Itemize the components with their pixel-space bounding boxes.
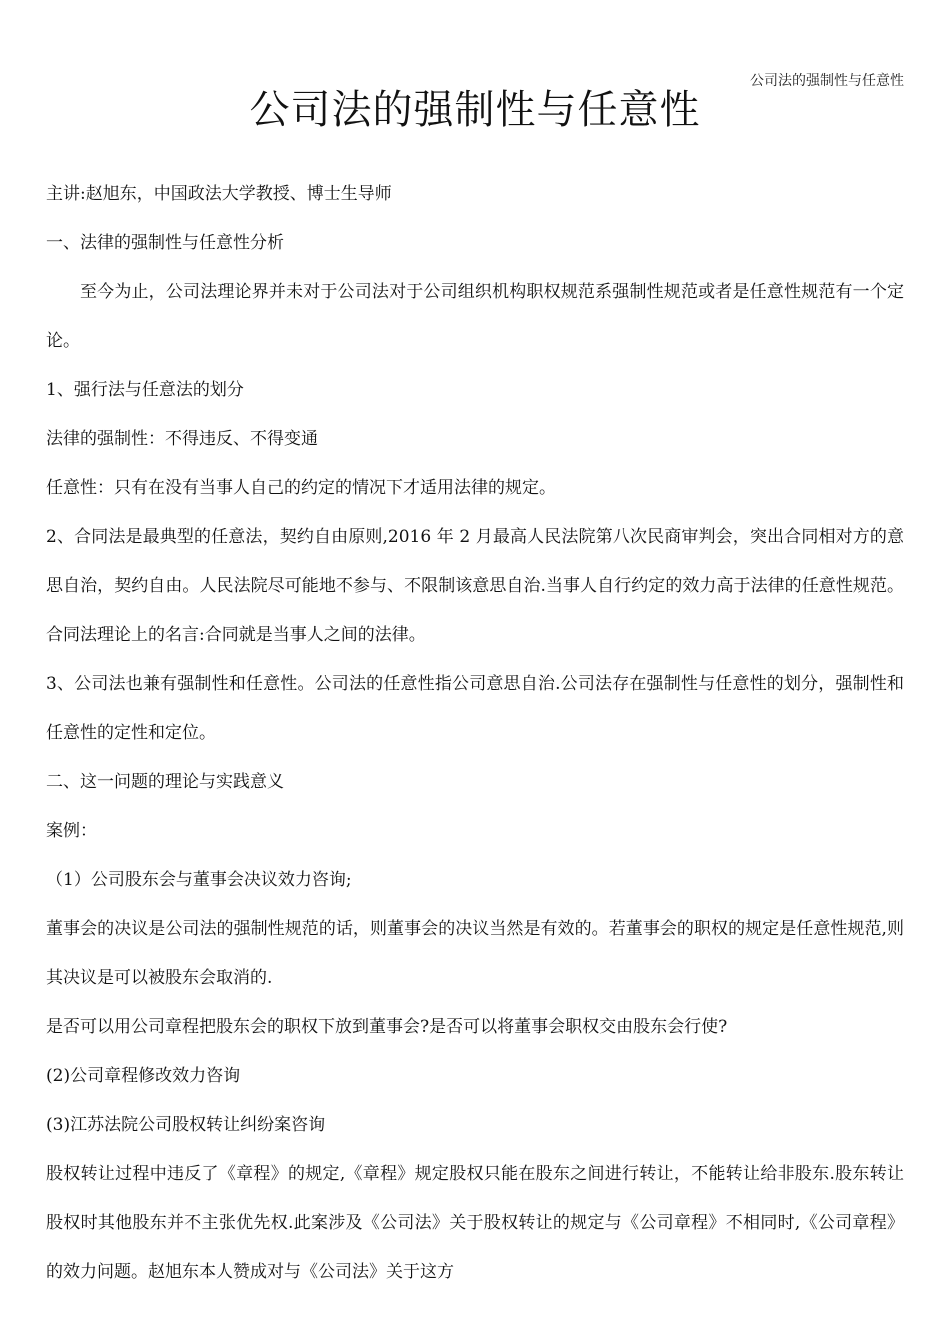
case-1-paragraph: 董事会的决议是公司法的强制性规范的话，则董事会的决议当然是有效的。若董事会的职权的规定是任意性规范,则其决议是可以被股东会取消的. [46, 919, 904, 988]
subheading-1: 1、强行法与任意法的划分 [46, 380, 244, 400]
case-2-title: (2)公司章程修改效力咨询 [46, 1066, 241, 1086]
case-1-question: 是否可以用公司章程把股东会的职权下放到董事会?是否可以将董事会职权交由股东会行使? [46, 1017, 728, 1037]
point-2-paragraph: 2、合同法是最典型的任意法，契约自由原则,2016 年 2 月最高人民法院第八次民商审判会，突出合同相对方的意思自治，契约自由。人民法院尽可能地不参与、不限制该意思自治.当事人自行约定的效力高于法律的任意性规范。合同法理论上的名言:合同就是当事人之间的法律。 [46, 527, 904, 645]
case-label: 案例： [46, 821, 97, 841]
intro-paragraph: 至今为止，公司法理论界并未对于公司法对于公司组织机构职权规范系强制性规范或者是任意性规范有一个定论。 [46, 282, 904, 351]
point-3-paragraph: 3、公司法也兼有强制性和任意性。公司法的任意性指公司意思自治.公司法存在强制性与任意性的划分，强制性和任意性的定性和定位。 [46, 674, 904, 743]
case-1-title: （1）公司股东会与董事会决议效力咨询; [46, 870, 352, 890]
section-heading-2: 二、这一问题的理论与实践意义 [46, 772, 284, 792]
document-title: 公司法的强制性与任意性 [249, 87, 701, 133]
document-body [46, 170, 904, 1297]
definition-mandatory: 法律的强制性：不得违反、不得变通 [46, 429, 318, 449]
definition-optional: 任意性：只有在没有当事人自己的约定的情况下才适用法律的规定。 [46, 478, 556, 498]
running-header: 公司法的强制性与任意性 [750, 73, 904, 89]
case-3-title: (3)江苏法院公司股权转让纠纷案咨询 [46, 1115, 326, 1135]
section-heading-1: 一、法律的强制性与任意性分析 [46, 233, 284, 253]
case-3-paragraph: 股权转让过程中违反了《章程》的规定,《章程》规定股权只能在股东之间进行转让，不能转让给非股东.股东转让股权时其他股东并不主张优先权.此案涉及《公司法》关于股权转让的规定与《公司章程》不相同时,《公司章程》的效力问题。赵旭东本人赞成对与《公司法》关于这方 [46, 1164, 904, 1282]
lecturer-line: 主讲:赵旭东，中国政法大学教授、博士生导师 [46, 184, 392, 204]
